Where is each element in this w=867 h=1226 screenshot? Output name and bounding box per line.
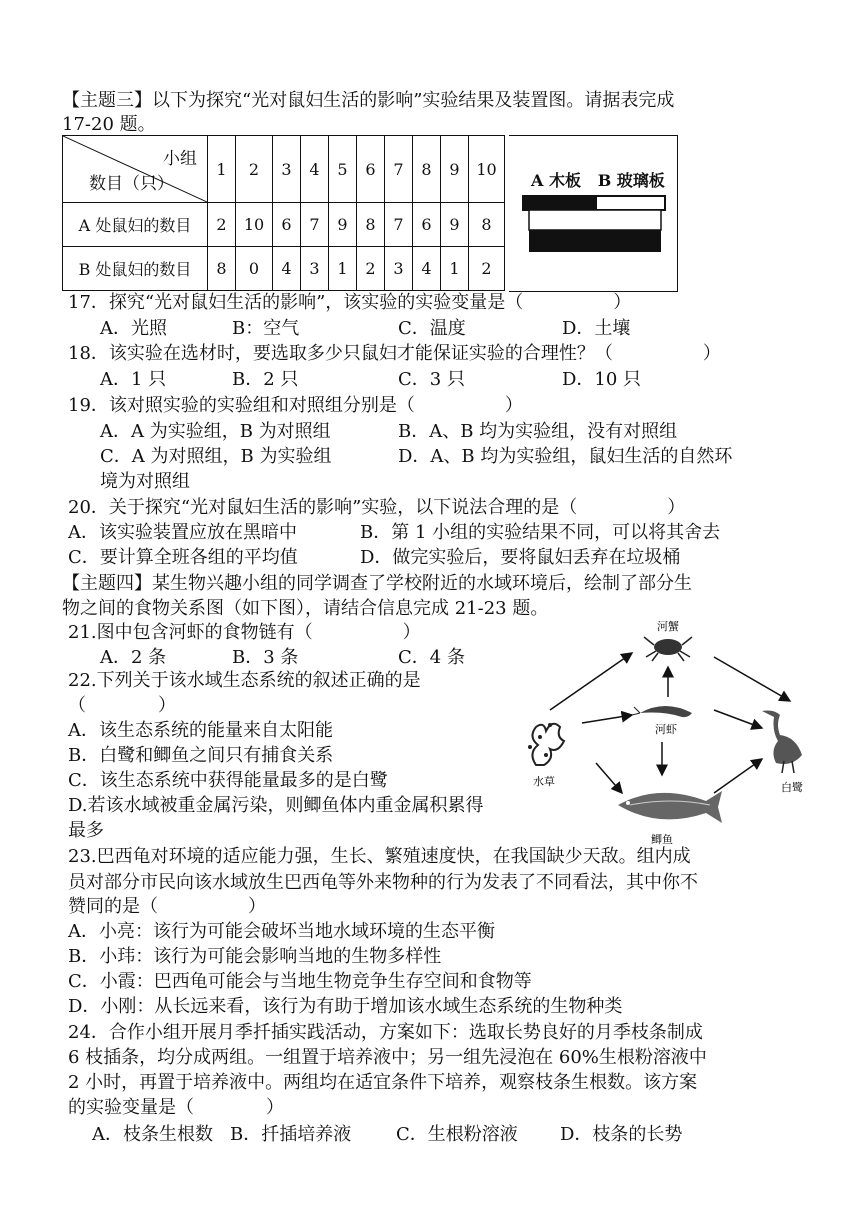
q19-option-c: C．A 为对照组，B 为实验组 — [100, 446, 332, 467]
food-web-diagram — [500, 615, 820, 847]
table-cell: 2 — [357, 247, 385, 291]
arrow-grass-crab — [550, 653, 632, 710]
table-cell: 1 — [441, 247, 469, 291]
q20-stem: 20．关于探究“光对鼠妇生活的影响”实验，以下说法合理的是（ ） — [68, 497, 686, 518]
q20-option-d: D．做完实验后，要将鼠妇丢弃在垃圾桶 — [360, 547, 681, 568]
q19-option-b: B．A、B 均为实验组，没有对照组 — [398, 421, 678, 442]
q17-option-c: C．温度 — [398, 318, 466, 339]
q23-option-a: A．小亮：该行为可能会破坏当地水域环境的生态平衡 — [68, 921, 495, 942]
q17-option-d: D．土壤 — [562, 318, 631, 339]
table-cell: 4 — [273, 247, 301, 291]
table-cell: 7 — [385, 203, 413, 247]
egret-label: 白鹭 — [781, 781, 803, 794]
table-cell: 6 — [413, 203, 441, 247]
table-cell: 8 — [208, 247, 236, 291]
q20-option-b: B．第 1 小组的实验结果不同，可以将其舍去 — [360, 522, 721, 543]
table-cell: 2 — [208, 203, 236, 247]
device-label: A 木板 B 玻璃板 — [531, 171, 665, 190]
q22-option-d-cont: 最多 — [68, 820, 104, 841]
q23-line2: 员对部分市民向该水域放生巴西龟等外来物种的行为发表了不同看法，其中你不 — [68, 872, 698, 893]
q20-option-a: A．该实验装置应放在黑暗中 — [68, 522, 297, 543]
q22-option-b: B．白鹭和鲫鱼之间只有捕食关系 — [68, 745, 334, 766]
experiment-device-figure — [509, 135, 678, 292]
table-row-b — [63, 247, 505, 291]
corner-bottom-label: 数目（只） — [89, 174, 174, 194]
table-cell: 10 — [236, 203, 273, 247]
topic4-line1: 【主题四】某生物兴趣小组的同学调查了学校附近的水域环境后，绘制了部分生 — [62, 573, 692, 594]
arrow-shrimp-egret — [714, 710, 762, 728]
table-cell: 8 — [357, 203, 385, 247]
q24-line3: 2 小时，再置于培养液中。两组均在适宜条件下培养，观察枝条生根数。该方案 — [68, 1072, 698, 1093]
table-row-a — [63, 203, 505, 247]
group-cell: 9 — [441, 136, 469, 203]
crab-label: 河蟹 — [657, 620, 679, 633]
group-cell: 2 — [236, 136, 273, 203]
woodlouse-results-table — [62, 135, 505, 291]
table-header-row — [63, 136, 505, 203]
arrow-grass-carp — [596, 763, 622, 793]
q18-stem: 18．该实验在选材时，要选取多少只鼠妇才能保证实验的合理性？（ ） — [68, 343, 721, 364]
group-cell: 1 — [208, 136, 236, 203]
table-cell: 8 — [469, 203, 505, 247]
group-cell: 6 — [357, 136, 385, 203]
egret-icon — [762, 711, 802, 774]
group-cell: 10 — [469, 136, 505, 203]
table-cell: 6 — [273, 203, 301, 247]
table-cell: 3 — [385, 247, 413, 291]
q18-option-d: D．10 只 — [562, 369, 642, 390]
q22-option-c: C．该生态系统中获得能量最多的是白鹭 — [68, 770, 388, 791]
q20-option-c: C．要计算全班各组的平均值 — [68, 547, 298, 568]
group-cell: 3 — [273, 136, 301, 203]
group-cell: 7 — [385, 136, 413, 203]
q23-line3: 赞同的是（ ） — [68, 896, 266, 917]
table-corner-cell — [63, 136, 208, 203]
q22-stem: 22.下列关于该水域生态系统的叙述正确的是 — [68, 670, 421, 691]
q23-option-c: C．小霞：巴西龟可能会与当地生物竞争生存空间和食物等 — [68, 971, 532, 992]
q19-option-a: A．A 为实验组，B 为对照组 — [100, 421, 331, 442]
topic3-intro-line1: 【主题三】以下为探究“光对鼠妇生活的影响”实验结果及装置图。请据表完成 — [62, 90, 675, 111]
crab-icon — [644, 637, 692, 661]
q21-option-b: B．3 条 — [232, 647, 299, 668]
row-label: B 处鼠妇的数目 — [63, 247, 208, 291]
arrow-carp-egret — [714, 759, 762, 793]
table-cell: 2 — [469, 247, 505, 291]
q19-option-d-cont: 境为对照组 — [100, 471, 190, 492]
table-cell: 4 — [413, 247, 441, 291]
q24-line4: 的实验变量是（ ） — [68, 1097, 284, 1118]
q18-option-a: A．1 只 — [100, 369, 167, 390]
table-cell: 7 — [301, 203, 329, 247]
table-cell: 9 — [441, 203, 469, 247]
q18-option-c: C．3 只 — [398, 369, 465, 390]
q23-line1: 23.巴西龟对环境的适应能力强，生长、繁殖速度快，在我国缺少天敌。组内成 — [68, 846, 691, 867]
q21-option-c: C．4 条 — [398, 647, 465, 668]
table-cell: 3 — [301, 247, 329, 291]
q24-option-c: C．生根粉溶液 — [396, 1124, 518, 1145]
q24-line1: 24．合作小组开展月季扦插实践活动，方案如下：选取长势良好的月季枝条制成 — [68, 1022, 703, 1043]
water-grass-icon — [528, 723, 564, 765]
corner-top-label: 小组 — [163, 149, 197, 169]
q23-option-d: D．小刚：从长远来看，该行为有助于增加该水域生态系统的生物种类 — [68, 996, 623, 1017]
q18-option-b: B．2 只 — [232, 369, 299, 390]
water-grass-label: 水草 — [533, 775, 555, 788]
q24-option-d: D．枝条的长势 — [560, 1124, 683, 1145]
carp-label: 鲫鱼 — [651, 833, 673, 846]
q17-stem: 17．探究“光对鼠妇生活的影响”，该实验的实验变量是（ ） — [68, 292, 632, 313]
table-cell: 0 — [236, 247, 273, 291]
group-cell: 5 — [329, 136, 357, 203]
group-cell: 8 — [413, 136, 441, 203]
q22-option-a: A．该生态系统的能量来自太阳能 — [68, 720, 333, 741]
topic3-intro-line2: 17-20 题。 — [62, 114, 156, 135]
q19-option-d: D．A、B 均为实验组，鼠妇生活的自然环 — [398, 446, 733, 467]
q21-option-a: A．2 条 — [100, 647, 167, 668]
table-cell: 1 — [329, 247, 357, 291]
q17-option-b: B：空气 — [232, 318, 300, 339]
q22-option-d: D.若该水域被重金属污染，则鲫鱼体内重金属积累得 — [68, 795, 484, 816]
group-cell: 4 — [301, 136, 329, 203]
q23-option-b: B．小玮：该行为可能会影响当地的生物多样性 — [68, 946, 442, 967]
q24-option-b: B．扦插培养液 — [230, 1124, 352, 1145]
device-drawing — [509, 136, 677, 291]
q19-stem: 19．该对照实验的实验组和对照组分别是（ ） — [68, 395, 523, 416]
shrimp-icon — [632, 706, 692, 717]
q22-paren: （ ） — [68, 695, 176, 716]
arrow-grass-shrimp — [582, 715, 632, 723]
carp-icon — [618, 791, 722, 823]
q17-option-a: A．光照 — [100, 318, 167, 339]
q24-line2: 6 枝插条，均分成两组。一组置于培养液中；另一组先浸泡在 60%生根粉溶液中 — [68, 1047, 707, 1068]
table-cell: 9 — [329, 203, 357, 247]
topic4-line2: 物之间的食物关系图（如下图），请结合信息完成 21-23 题。 — [62, 598, 549, 619]
shrimp-label: 河虾 — [655, 723, 677, 736]
row-label: A 处鼠妇的数目 — [63, 203, 208, 247]
q24-option-a: A．枝条生根数 — [92, 1124, 213, 1145]
q21-stem: 21.图中包含河虾的食物链有（ ） — [68, 622, 421, 643]
arrow-crab-egret — [714, 657, 790, 701]
